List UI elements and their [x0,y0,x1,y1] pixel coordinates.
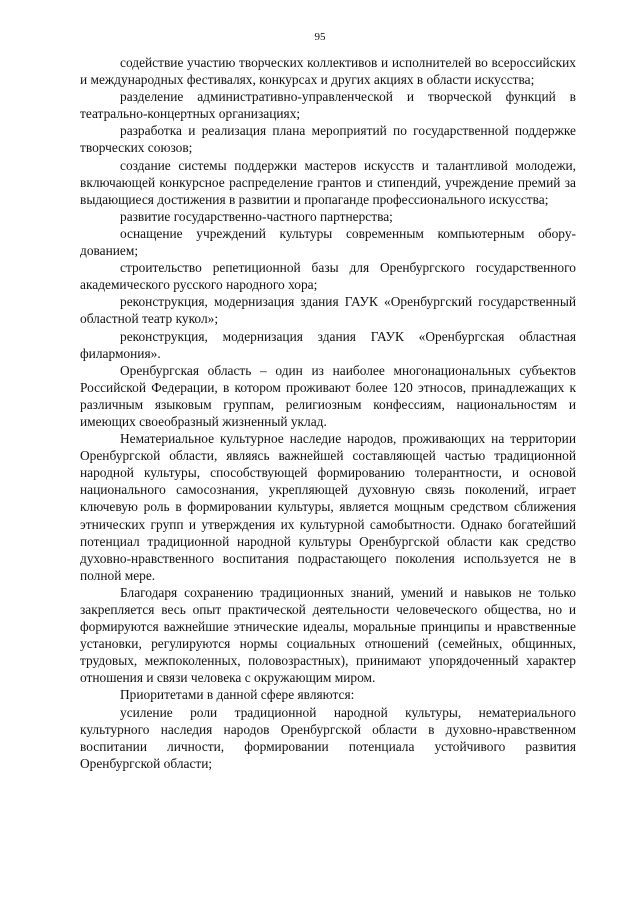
paragraph: содействие участию творческих коллективов и исполнителей во всероссийских и международных фестивалях, конкурсах и других акциях в области искусства; [80,55,576,88]
page-number: 95 [314,31,326,43]
paragraph: усиление роли традиционной народной культуры, нематериального культурного наследия народов Оренбургской области в духовно-нравственном воспитании личности, формировании потенциала устойчивого развития Оренбургской области; [80,704,576,771]
paragraph: строительство репетиционной базы для Оренбургского государственного академического русского народного хора; [80,260,576,293]
paragraph: Приоритетами в данной сфере являются: [120,687,355,703]
page-content [80,54,576,772]
paragraph: Оренбургская область – один из наиболее многонациональных субъектов Российской Федерации, в котором проживают более 120 этносов, принадлежащих к различным языковым группам, религиозным конфессиям, национальностям и имеющих своеобразный жизненный уклад. [80,362,576,429]
paragraph: развитие государственно-частного партнерства; [120,208,393,224]
paragraph: реконструкция, модернизация здания ГАУК «Оренбургская областная филармония». [80,328,576,361]
paragraph: Благодаря сохранению традиционных знаний, умений и навыков не только закрепляется весь опыт практической деятельности человеческого общества, но и формируются важнейшие этнические идеалы, моральные принципы и нравственные установки, регулируются нормы социальных отношений (семейных, общинных, трудовых, межпоколенных, половозрастных), принимают упорядоченный характер отношения и связи человека с окружающим миром. [80,584,576,686]
paragraph: реконструкция, модернизация здания ГАУК «Оренбургский государственный областной театр кукол»; [80,294,576,327]
paragraph: создание системы поддержки мастеров искусств и талантливой молодежи, включающей конкурсное распределение грантов и стипендий, учреждение премий за выдающиеся достижения в развитии и пропаганде профессионального искусства; [80,157,576,207]
paragraph: Нематериальное культурное наследие народов, проживающих на территории Оренбургской области, являясь важнейшей составляющей частью традиционной народной культуры, способствующей формированию толерантности, и основой национального самосознания, укрепляющей духовную связь поколений, играет ключевую роль в формировании культуры, является мощным средством сближения этнических групп и утверждения их культурной самобытности. Однако богатейший потенциал традиционной народной культуры Оренбургской области как средство духовно-нравственного воспитания подрастающего поколения используется не в полной мере. [80,431,576,583]
paragraph: оснащение учреждений культуры современным компьютерным оборудованием; [80,225,576,259]
paragraph: разделение административно-управленческой и творческой функций в театрально-концертных организациях; [80,89,576,122]
paragraph: разработка и реализация плана мероприятий по государственной поддержке творческих союзов; [80,123,576,156]
